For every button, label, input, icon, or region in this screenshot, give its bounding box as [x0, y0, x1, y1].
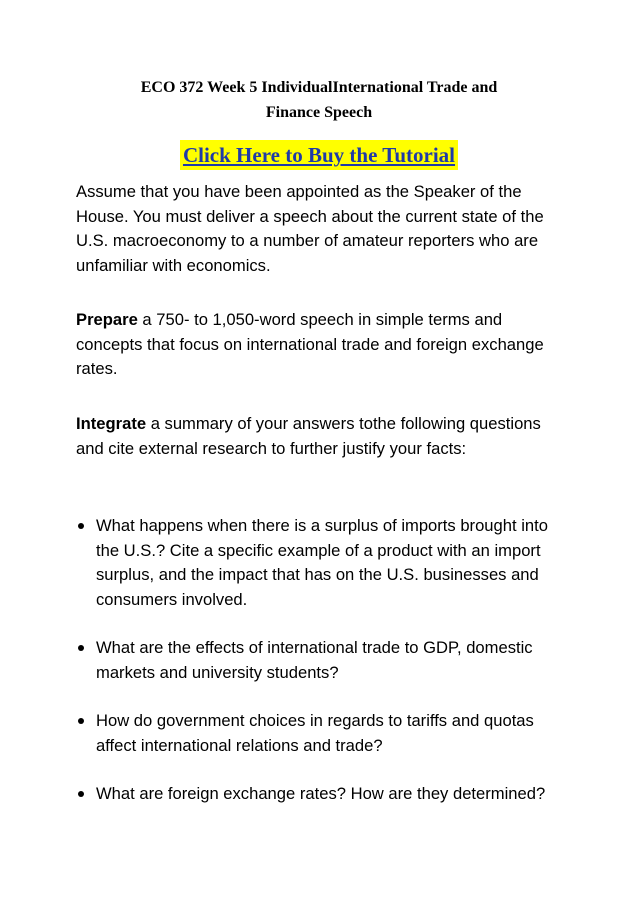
list-item: [76, 514, 556, 612]
integrate-paragraph: [76, 412, 556, 461]
list-item: [76, 636, 556, 685]
questions-list: [76, 514, 556, 831]
list-item: [76, 782, 556, 807]
question-text: What are foreign exchange rates? How are they determined?: [96, 784, 546, 803]
document-title-line-2: Finance Speech: [265, 104, 373, 121]
question-text: What happens when there is a surplus of imports brought into the U.S.? Cite a specific example of a product with an import surplus, and the impact that has on the U.S. businesses and consumers involved.: [96, 516, 548, 609]
integrate-label: Integrate: [76, 414, 147, 433]
prepare-paragraph: [76, 308, 556, 382]
question-text: What are the effects of international trade to GDP, domestic markets and university students?: [96, 638, 533, 682]
bullet-icon: [78, 718, 84, 724]
prepare-label: Prepare: [76, 310, 138, 329]
bullet-icon: [78, 523, 84, 529]
list-item: [76, 709, 556, 758]
bullet-icon: [78, 791, 84, 797]
integrate-text: a summary of your answers tothe following questions and cite external research to further justify your facts:: [76, 414, 541, 458]
buy-link-container: [0, 140, 638, 170]
document-title-line-1: ECO 372 Week 5 IndividualInternational Trade and: [140, 79, 498, 96]
buy-tutorial-link[interactable]: Click Here to Buy the Tutorial: [180, 140, 458, 170]
prepare-text: a 750- to 1,050-word speech in simple terms and concepts that focus on international trade and foreign exchange rates.: [76, 310, 544, 378]
bullet-icon: [78, 645, 84, 651]
question-text: How do government choices in regards to tariffs and quotas affect international relations and trade?: [96, 711, 534, 755]
intro-paragraph: Assume that you have been appointed as the Speaker of the House. You must deliver a speech about the current state of the U.S. macroeconomy to a number of amateur reporters who are unfamiliar with economics.: [76, 182, 544, 275]
